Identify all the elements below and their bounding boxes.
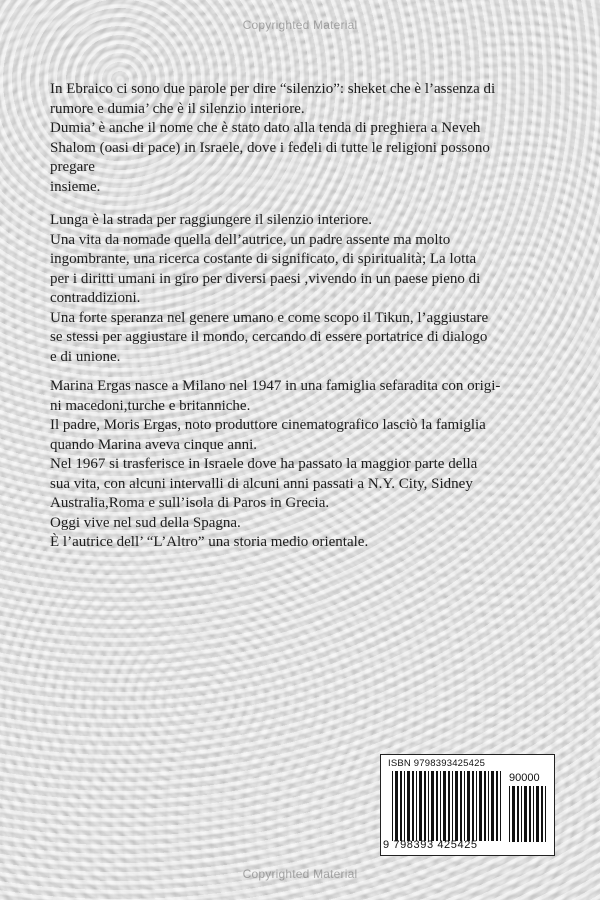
barcode-digits: 9 798393 425425 [383, 839, 478, 851]
text-line: Lunga è la strada per raggiungere il silenzio interiore. [50, 212, 372, 228]
barcode-bar [536, 786, 539, 842]
paragraph-author-bio [50, 377, 550, 553]
barcode-bar [467, 771, 470, 841]
text-line: pregare [50, 159, 95, 175]
barcode-bar [509, 786, 510, 842]
text-line: Una forte speranza nel genere umano e come scopo il Tikun, l’aggiustare [50, 309, 489, 326]
barcode-bar [416, 771, 417, 841]
barcode-bar [491, 771, 494, 841]
text-line: Australia,Roma e sull’isola di Paros in Grecia. [50, 495, 330, 511]
text-line: Marina Ergas nasce a Milano nel 1947 in una famiglia sefaradita con origi- [50, 378, 501, 394]
text-line: Shalom (oasi di pace) in Israele, dove i fedeli di tutte le religioni possono [50, 139, 490, 156]
barcode-bar [479, 771, 482, 841]
barcode-bar [440, 771, 441, 841]
text-line: È l’autrice dell’ “L’Altro” una storia medio orientale. [50, 534, 369, 550]
paragraph-strada [50, 211, 550, 367]
barcode-bar [460, 771, 462, 841]
barcode-bar [472, 771, 474, 841]
watermark-bottom: Copyrighted Material [242, 867, 358, 881]
text-line: e di unione. [50, 348, 121, 365]
barcode-bar [436, 771, 438, 841]
barcode-bar [404, 771, 405, 841]
barcode-bar [517, 786, 519, 842]
barcode-bar [545, 786, 546, 842]
text-line: Oggi vive nel sud della Spagna. [50, 514, 241, 531]
isbn-label: ISBN 9798393425425 [388, 758, 486, 769]
barcode-bar [455, 771, 458, 841]
barcode-bar [521, 786, 522, 842]
watermark-top: Copyrighted Material [242, 18, 358, 32]
text-line: per i diritti umani in giro per diversi paesi ,vivendo in un paese pieno di [50, 270, 481, 287]
barcode-bar [476, 771, 477, 841]
text-line: In Ebraico ci sono due parole per dire “silenzio”: sheket che è l’assenza di [50, 81, 496, 97]
text-line: insieme. [50, 178, 101, 195]
price-code: 90000 [509, 772, 540, 784]
paragraph-silenzio [50, 80, 550, 197]
barcode-bar [443, 771, 446, 841]
text-line: Una vita da nomade quella dell’autrice, un padre assente ma molto [50, 231, 451, 248]
barcode-bar [419, 771, 422, 841]
text-line: Il padre, Moris Ergas, noto produttore cinematografico lasciò la famiglia [50, 417, 486, 433]
barcode-bar [529, 786, 531, 842]
barcode-bar [488, 771, 489, 841]
barcode-bar [464, 771, 465, 841]
barcode-bar [452, 771, 453, 841]
barcode-bar [448, 771, 450, 841]
barcode-bar [533, 786, 534, 842]
barcode-bar [400, 771, 402, 841]
text-line: se stessi per aggiustare il mondo, cercando di essere portatrice di dialogo [50, 329, 488, 345]
text-line: ingombrante, una ricerca costante di significato, di spiritualità; La lotta [50, 251, 477, 267]
barcode-bar [392, 771, 393, 841]
barcode-bar [424, 771, 426, 841]
text-line: ni macedoni,turche e britanniche. [50, 397, 251, 414]
barcode-bars [392, 771, 502, 841]
barcode-bar [496, 771, 498, 841]
text-line: quando Marina aveva cinque anni. [50, 436, 258, 453]
barcode-bar [500, 771, 501, 841]
text-line: Dumia’ è anche il nome che è stato dato alla tenda di preghiera a Neveh [50, 120, 481, 136]
barcode-bar [431, 771, 434, 841]
barcode-bar [395, 771, 398, 841]
text-line: Nel 1967 si trasferisce in Israele dove ha passato la maggior parte della [50, 456, 478, 472]
barcode-bar [484, 771, 486, 841]
barcode-bar [524, 786, 527, 842]
barcode-bar [541, 786, 543, 842]
barcode-addon-bars [509, 786, 547, 842]
text-line: contraddizioni. [50, 290, 141, 306]
text-line: sua vita, con alcuni intervalli di alcuni anni passati a N.Y. City, Sidney [50, 475, 473, 492]
barcode-bar [428, 771, 429, 841]
barcode-bar [412, 771, 414, 841]
text-line: rumore e dumia’ che è il silenzio interiore. [50, 100, 305, 117]
barcode-bar [407, 771, 410, 841]
isbn-barcode [380, 754, 555, 856]
barcode-bar [512, 786, 515, 842]
